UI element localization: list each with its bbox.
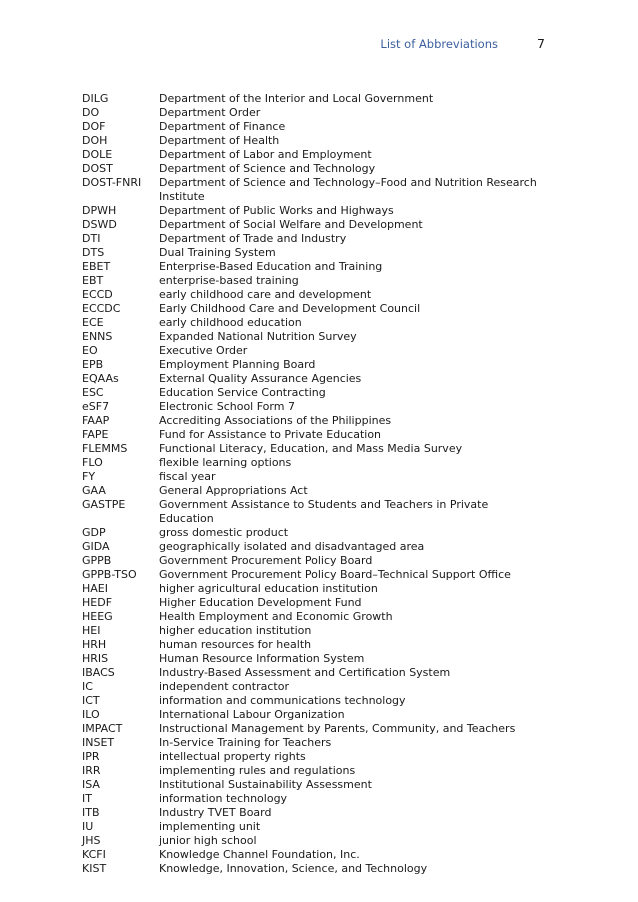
abbreviation-row <box>82 820 542 834</box>
abbreviation-term: GPPB <box>82 554 112 567</box>
abbreviation-definition: flexible learning options <box>159 456 292 469</box>
abbreviation-definition: Government Procurement Policy Board <box>159 554 373 567</box>
abbreviation-term: HEEG <box>82 610 113 623</box>
abbreviation-row <box>82 666 542 680</box>
abbreviation-row <box>82 722 542 736</box>
abbreviation-term: EBT <box>82 274 104 287</box>
abbreviation-row <box>82 442 542 456</box>
abbreviation-definition: Higher Education Development Fund <box>159 596 362 609</box>
abbreviation-row <box>82 540 542 554</box>
abbreviation-term: DOST <box>82 162 113 175</box>
abbreviation-row <box>82 792 542 806</box>
abbreviation-term: FAPE <box>82 428 109 441</box>
page-header <box>0 37 638 53</box>
abbreviation-term: FLO <box>82 456 103 469</box>
abbreviation-definition: Industry TVET Board <box>159 806 272 819</box>
abbreviation-term: IC <box>82 680 93 693</box>
abbreviation-term: KCFI <box>82 848 106 861</box>
abbreviation-term: DOST-FNRI <box>82 176 142 189</box>
abbreviation-row <box>82 106 542 120</box>
abbreviation-definition: Knowledge Channel Foundation, Inc. <box>159 848 360 861</box>
abbreviation-term: INSET <box>82 736 115 749</box>
abbreviation-term: IRR <box>82 764 101 777</box>
abbreviation-row <box>82 302 542 316</box>
abbreviation-row <box>82 204 542 218</box>
abbreviation-definition: Expanded National Nutrition Survey <box>159 330 357 343</box>
abbreviation-definition: Human Resource Information System <box>159 652 365 665</box>
abbreviation-definition: Government Procurement Policy Board–Technical Support Office <box>159 568 511 581</box>
abbreviation-row <box>82 134 542 148</box>
abbreviation-row <box>82 246 542 260</box>
abbreviation-row <box>82 638 542 652</box>
abbreviation-term: IPR <box>82 750 100 763</box>
abbreviation-definition: Accrediting Associations of the Philippines <box>159 414 392 427</box>
abbreviation-definition: implementing unit <box>159 820 261 833</box>
abbreviation-definition: Department of Labor and Employment <box>159 148 372 161</box>
abbreviation-definition: Knowledge, Innovation, Science, and Technology <box>159 862 428 875</box>
abbreviation-definition: Early Childhood Care and Development Council <box>159 302 421 315</box>
abbreviation-row <box>82 484 542 498</box>
abbreviation-definition: Department of the Interior and Local Government <box>159 92 434 105</box>
abbreviation-row <box>82 92 542 106</box>
abbreviation-definition: External Quality Assurance Agencies <box>159 372 362 385</box>
abbreviation-row <box>82 330 542 344</box>
abbreviation-definition: Industry-Based Assessment and Certification System <box>159 666 451 679</box>
abbreviation-row <box>82 624 542 638</box>
abbreviation-term: HAEI <box>82 582 108 595</box>
abbreviation-definition: Employment Planning Board <box>159 358 316 371</box>
abbreviation-definition: higher agricultural education institution <box>159 582 378 595</box>
abbreviation-row <box>82 274 542 288</box>
abbreviation-definition: higher education institution <box>159 624 312 637</box>
abbreviation-definition: human resources for health <box>159 638 312 651</box>
abbreviation-row <box>82 148 542 162</box>
abbreviation-row <box>82 358 542 372</box>
abbreviation-definition: Department Order <box>159 106 261 119</box>
abbreviation-row <box>82 456 542 470</box>
abbreviation-term: HEDF <box>82 596 113 609</box>
abbreviation-row <box>82 694 542 708</box>
abbreviation-row <box>82 498 542 526</box>
abbreviation-term: EO <box>82 344 98 357</box>
abbreviation-term: HEI <box>82 624 101 637</box>
abbreviation-definition: Education Service Contracting <box>159 386 326 399</box>
abbreviation-row <box>82 806 542 820</box>
abbreviation-row <box>82 652 542 666</box>
abbreviation-definition: Executive Order <box>159 344 248 357</box>
abbreviation-row <box>82 414 542 428</box>
abbreviation-definition: geographically isolated and disadvantaged area <box>159 540 425 553</box>
abbreviation-definition: General Appropriations Act <box>159 484 308 497</box>
abbreviation-row <box>82 834 542 848</box>
abbreviation-term: IMPACT <box>82 722 123 735</box>
abbreviation-term: DOLE <box>82 148 113 161</box>
abbreviation-term: ECE <box>82 316 104 329</box>
abbreviation-definition: Enterprise-Based Education and Training <box>159 260 383 273</box>
abbreviation-term: GPPB-TSO <box>82 568 137 581</box>
abbreviation-definition: fiscal year <box>159 470 216 483</box>
abbreviation-row <box>82 176 542 204</box>
abbreviation-definition: Department of Trade and Industry <box>159 232 347 245</box>
abbreviation-row <box>82 218 542 232</box>
abbreviation-definition: information and communications technology <box>159 694 406 707</box>
abbreviation-row <box>82 120 542 134</box>
abbreviation-definition: Department of Science and Technology <box>159 162 376 175</box>
abbreviation-row <box>82 778 542 792</box>
running-header-title: List of Abbreviations <box>380 37 498 51</box>
abbreviation-definition: junior high school <box>159 834 257 847</box>
abbreviation-definition: early childhood care and development <box>159 288 372 301</box>
abbreviation-term: DO <box>82 106 100 119</box>
abbreviation-term: HRH <box>82 638 107 651</box>
abbreviation-term: GAA <box>82 484 106 497</box>
abbreviation-term: FAAP <box>82 414 110 427</box>
abbreviation-row <box>82 596 542 610</box>
abbreviation-row <box>82 470 542 484</box>
abbreviation-term: EQAAs <box>82 372 119 385</box>
abbreviation-term: GDP <box>82 526 106 539</box>
abbreviation-row <box>82 260 542 274</box>
abbreviation-row <box>82 526 542 540</box>
abbreviation-definition: Department of Public Works and Highways <box>159 204 394 217</box>
abbreviation-definition: Functional Literacy, Education, and Mass Media Survey <box>159 442 463 455</box>
abbreviation-row <box>82 750 542 764</box>
abbreviation-row <box>82 232 542 246</box>
abbreviation-definition: Instructional Management by Parents, Community, and Teachers <box>159 722 516 735</box>
abbreviation-row <box>82 316 542 330</box>
abbreviation-row <box>82 862 542 876</box>
abbreviation-term: DTS <box>82 246 105 259</box>
abbreviation-term: FLEMMS <box>82 442 128 455</box>
abbreviation-term: IU <box>82 820 94 833</box>
abbreviation-row <box>82 568 542 582</box>
abbreviation-definition: International Labour Organization <box>159 708 345 721</box>
abbreviation-row <box>82 344 542 358</box>
abbreviation-term: DTI <box>82 232 101 245</box>
abbreviation-list <box>82 92 542 876</box>
abbreviation-definition: Institutional Sustainability Assessment <box>159 778 372 791</box>
abbreviation-row <box>82 428 542 442</box>
abbreviation-term: DILG <box>82 92 109 105</box>
abbreviation-row <box>82 680 542 694</box>
abbreviation-term: ENNS <box>82 330 113 343</box>
abbreviation-term: EPB <box>82 358 104 371</box>
abbreviation-definition: gross domestic product <box>159 526 289 539</box>
abbreviation-term: ECCD <box>82 288 113 301</box>
abbreviation-row <box>82 400 542 414</box>
abbreviation-row <box>82 162 542 176</box>
abbreviation-term: GIDA <box>82 540 110 553</box>
abbreviation-term: IBACS <box>82 666 115 679</box>
abbreviation-term: EBET <box>82 260 111 273</box>
abbreviation-row <box>82 372 542 386</box>
page-number: 7 <box>537 36 545 51</box>
abbreviation-row <box>82 582 542 596</box>
abbreviation-definition: implementing rules and regulations <box>159 764 356 777</box>
abbreviation-definition: Department of Health <box>159 134 280 147</box>
abbreviation-term: ITB <box>82 806 100 819</box>
abbreviation-definition: information technology <box>159 792 288 805</box>
abbreviation-term: FY <box>82 470 96 483</box>
abbreviation-definition: Government Assistance to Students and Teachers in Private Education <box>159 498 489 525</box>
abbreviation-definition: intellectual property rights <box>159 750 306 763</box>
abbreviation-row <box>82 848 542 862</box>
abbreviation-term: ISA <box>82 778 100 791</box>
abbreviation-definition: early childhood education <box>159 316 302 329</box>
abbreviation-term: eSF7 <box>82 400 110 413</box>
abbreviation-definition: Department of Social Welfare and Development <box>159 218 423 231</box>
abbreviation-row <box>82 764 542 778</box>
abbreviation-definition: Department of Finance <box>159 120 286 133</box>
abbreviation-term: ICT <box>82 694 100 707</box>
abbreviation-row <box>82 610 542 624</box>
abbreviation-term: KIST <box>82 862 107 875</box>
abbreviation-definition: Department of Science and Technology–Food and Nutrition Research Institute <box>159 176 537 203</box>
abbreviation-row <box>82 736 542 750</box>
abbreviation-term: DOH <box>82 134 108 147</box>
abbreviation-term: HRIS <box>82 652 109 665</box>
abbreviation-definition: Electronic School Form 7 <box>159 400 295 413</box>
abbreviation-row <box>82 288 542 302</box>
abbreviation-term: ESC <box>82 386 104 399</box>
abbreviation-row <box>82 554 542 568</box>
abbreviation-definition: enterprise-based training <box>159 274 299 287</box>
abbreviation-definition: independent contractor <box>159 680 289 693</box>
abbreviation-definition: Fund for Assistance to Private Education <box>159 428 382 441</box>
abbreviation-definition: In-Service Training for Teachers <box>159 736 332 749</box>
abbreviation-row <box>82 708 542 722</box>
abbreviation-term: JHS <box>82 834 101 847</box>
abbreviation-term: ECCDC <box>82 302 121 315</box>
abbreviation-term: IT <box>82 792 92 805</box>
abbreviation-term: DPWH <box>82 204 117 217</box>
abbreviation-definition: Health Employment and Economic Growth <box>159 610 393 623</box>
abbreviation-term: DSWD <box>82 218 117 231</box>
abbreviation-term: DOF <box>82 120 106 133</box>
abbreviation-row <box>82 386 542 400</box>
abbreviation-term: GASTPE <box>82 498 126 511</box>
abbreviation-definition: Dual Training System <box>159 246 276 259</box>
abbreviation-term: ILO <box>82 708 100 721</box>
